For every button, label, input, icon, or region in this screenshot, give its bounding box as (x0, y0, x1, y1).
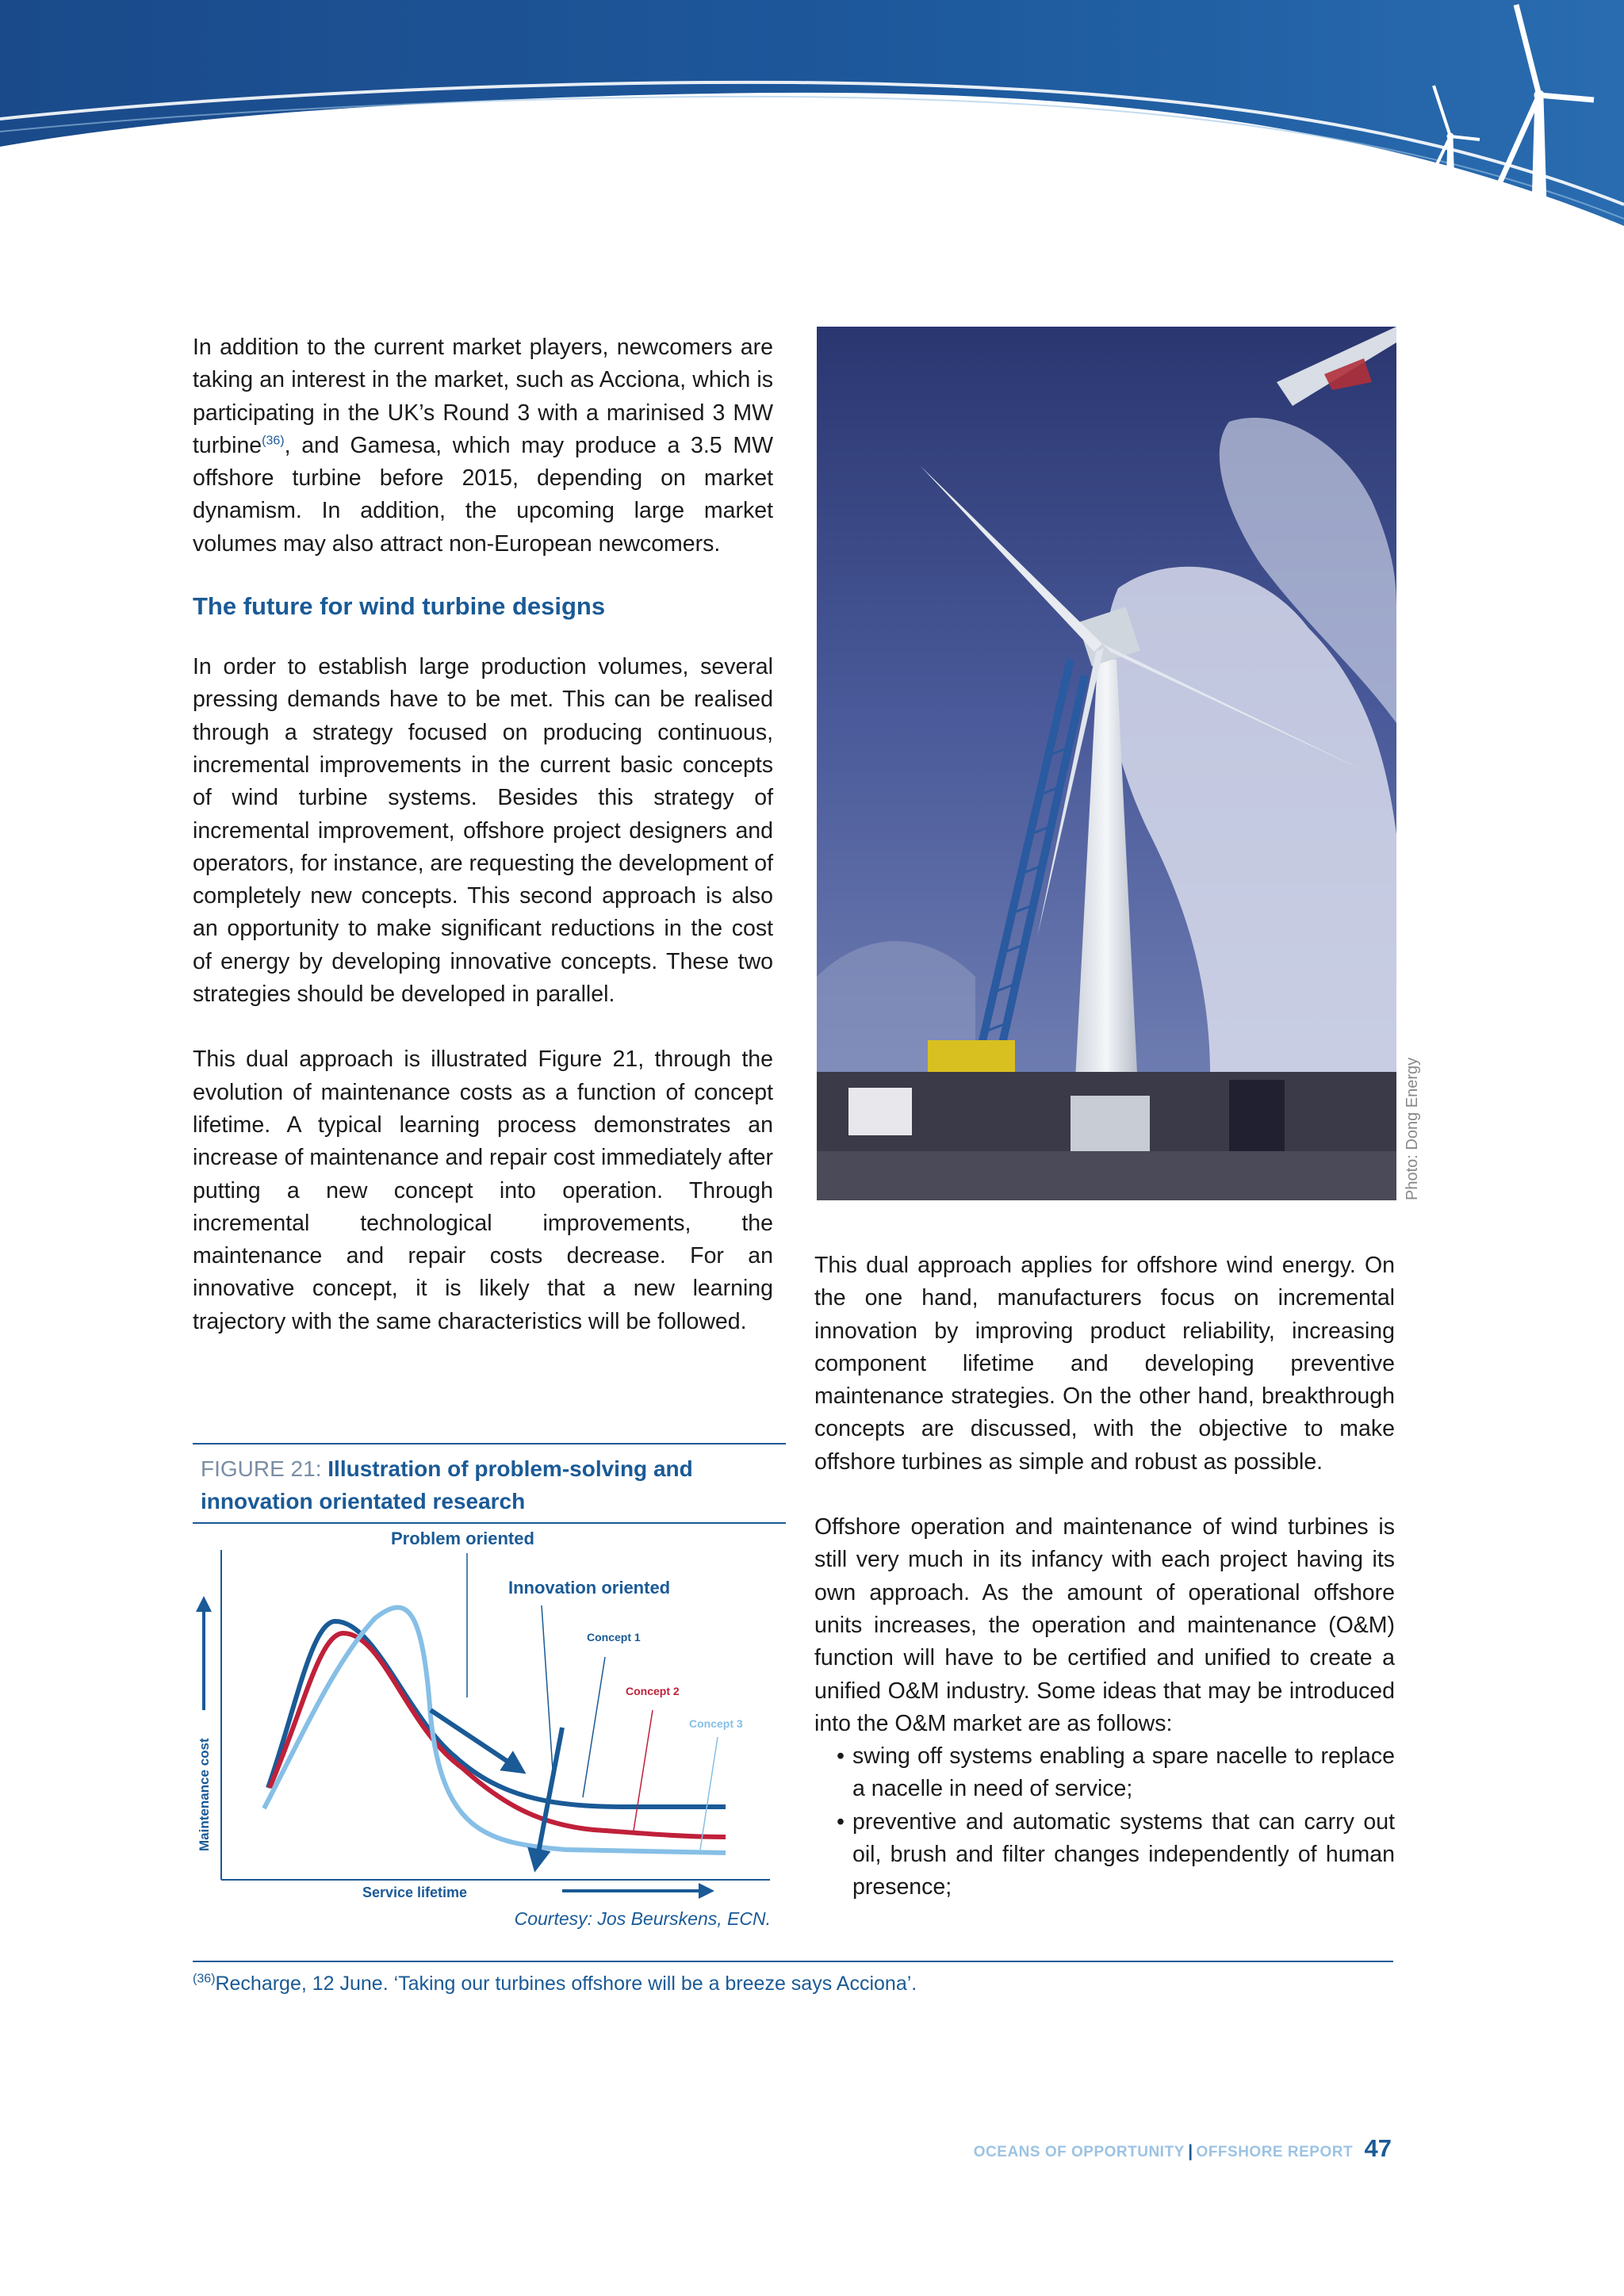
footer-publication: OCEANS OF OPPORTUNITY (973, 2144, 1185, 2160)
footnote-text: Recharge, 12 June. ‘Taking our turbines offshore will be a breeze says Acciona’. (215, 1973, 917, 1995)
concept-1-label: Concept 1 (587, 1631, 641, 1644)
intro-paragraph (193, 331, 773, 561)
intro-text-cont: , and Gamesa, which may produce a 3.5 MW offshore turbine before 2015, depending on market dynamism. In addition, the upcoming large market volumes may also attract non-European newcomers. (193, 432, 773, 557)
section-heading: The future for wind turbine designs (193, 592, 606, 621)
page-footer (872, 2134, 1392, 2163)
concept-2-leader (634, 1710, 653, 1831)
problem-oriented-label: Problem oriented (391, 1529, 534, 1548)
bullet-icon: • (837, 1808, 845, 1835)
list-item (837, 1806, 1395, 1904)
footnote (193, 1973, 917, 1996)
footnote-ref-36[interactable]: (36) (262, 434, 285, 448)
innovation-leader (542, 1605, 553, 1781)
concept-1-leader (583, 1657, 605, 1797)
innovation-arrow (537, 1728, 562, 1861)
figure-courtesy: Courtesy: Jos Beurskens, ECN. (514, 1908, 771, 1929)
footer-separator: | (1188, 2142, 1193, 2160)
footnote-number: (36) (193, 1972, 216, 1986)
right-column (814, 1249, 1395, 1904)
left-column (193, 331, 773, 1338)
figure-label: FIGURE 21: (201, 1456, 322, 1481)
y-axis-label: Maintenance cost (197, 1738, 212, 1851)
series-concept-1 (268, 1621, 726, 1807)
figure-title: Illustration of problem-solving and innovation orientated research (201, 1456, 693, 1513)
photo-credit: Photo: Dong Energy (1404, 1057, 1421, 1200)
dual-approach-paragraph: This dual approach is illustrated Figure 21, through the evolution of maintenance costs as a function of concept lifetime. A typical learning process demonstrates an increase of maintenance and repair cost immediately after putting a new concept into operation. Through incremental technological improvements, the maintenance and repair costs decrease. For an innovative concept, it is likely that a new learning trajectory with the same characteristics will be followed. (193, 1047, 773, 1334)
figure-caption (193, 1443, 786, 1524)
concept-3-label: Concept 3 (689, 1717, 743, 1730)
turbine-photo (817, 327, 1396, 1200)
list-item (837, 1740, 1395, 1806)
problem-arrow (431, 1710, 516, 1767)
list-item-text: swing off systems enabling a spare nacelle to replace a nacelle in need of service; (852, 1743, 1395, 1802)
concept-3-leader (700, 1737, 718, 1850)
concept-2-label: Concept 2 (626, 1685, 680, 1697)
list-item-text: preventive and automatic systems that can carry out oil, brush and filter changes independently of human presence; (852, 1808, 1395, 1900)
page-number: 47 (1364, 2134, 1392, 2162)
om-paragraph: Offshore operation and maintenance of wind turbines is still very much in its infancy with each project having its own approach. As the amount of operational offshore units increases, the operation and maintenance (O&M) function will have to be certified and unified to create a unified O&M industry. Some ideas that may be introduced into the O&M market are as follows: (814, 1514, 1395, 1736)
x-axis-label: Service lifetime (362, 1885, 468, 1900)
strategy-paragraph: In order to establish large production volumes, several pressing demands have to be met. This can be realised through a strategy focused on producing continuous, incremental improvements in the current basic concepts of wind turbine systems. Besides this strategy of incremental improvement, offshore project designers and operators, for instance, are requesting the development of completely new concepts. This second approach is also an opportunity to make significant reductions in the cost of energy by developing innovative concepts. These two strategies should be developed in parallel. (193, 654, 773, 1008)
maintenance-cost-chart (193, 1518, 773, 1931)
bullet-icon: • (837, 1743, 845, 1770)
intro-text: In addition to the current market players, newcomers are taking an interest in the market, such as Acciona, which is participating in the UK’s Round 3 with a marinised 3 MW turbine (193, 335, 773, 458)
series-concept-3 (264, 1608, 726, 1853)
footer-report: OFFSHORE REPORT (1196, 2144, 1354, 2160)
header-band (0, 0, 1624, 254)
offshore-approach-paragraph: This dual approach applies for offshore wind energy. On the one hand, manufacturers focus on incremental innovation by improving product reliability, increasing component lifetime and developing preventive maintenance strategies. On the other hand, breakthrough concepts are discussed, with the objective to make offshore turbines as simple and robust as possible. (814, 1253, 1395, 1475)
footnote-divider (193, 1961, 1393, 1962)
om-ideas-list (814, 1740, 1395, 1904)
innovation-oriented-label: Innovation oriented (508, 1578, 671, 1598)
